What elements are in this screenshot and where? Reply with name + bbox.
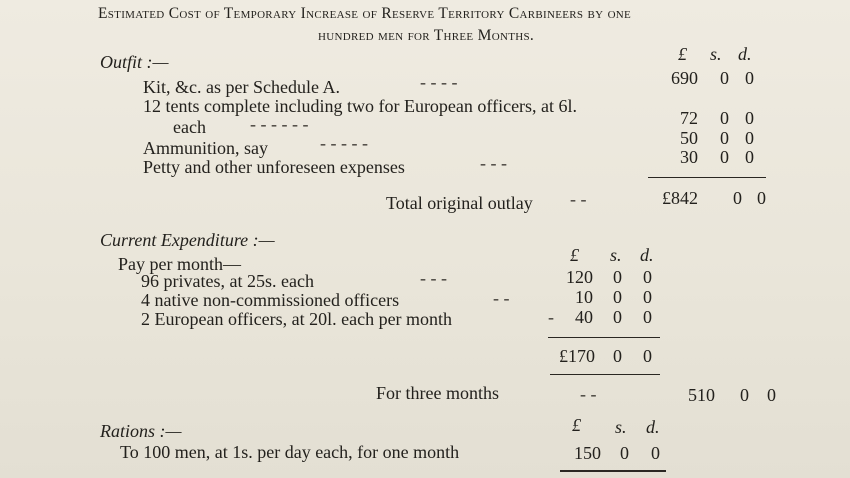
outfit-total-pence: 0 bbox=[757, 188, 766, 208]
outfit-item-kit-label: Kit, &c. as per Schedule A. bbox=[143, 77, 340, 97]
three-months-pounds: 510 bbox=[688, 385, 715, 405]
outfit-heading: Outfit :— bbox=[100, 52, 169, 72]
pay-item-european-label: 2 European officers, at 20l. each per month bbox=[141, 309, 453, 329]
pay-item-european-leaders: - bbox=[548, 307, 554, 327]
outfit-item-kit-shillings: 0 bbox=[720, 68, 729, 88]
outfit-item-tents-pounds: 72 bbox=[680, 108, 698, 128]
pay-item-privates-leaders: - - - bbox=[420, 268, 447, 288]
pay-item-privates-pounds: 120 bbox=[566, 267, 593, 287]
outfit-total-shillings: 0 bbox=[733, 188, 742, 208]
outfit-item-petty-leaders: - - - bbox=[480, 153, 507, 173]
outfit-item-tents-label: 12 tents complete including two for European officers, at 6l. bbox=[143, 96, 578, 116]
outfit-total-leaders: - - bbox=[570, 189, 587, 209]
outfit-item-tents-shillings: 0 bbox=[720, 108, 729, 128]
outfit-item-ammunition-pence: 0 bbox=[745, 128, 754, 148]
rations-item-pence: 0 bbox=[651, 443, 660, 463]
outfit-item-petty-shillings: 0 bbox=[720, 147, 729, 167]
pay-sum-rule bbox=[548, 337, 660, 338]
pay-item-european-pounds: 40 bbox=[575, 307, 593, 327]
document-title-line-2: hundred men for Three Months. bbox=[318, 27, 535, 44]
rations-header-pounds: £ bbox=[572, 415, 581, 435]
pay-item-native-label: 4 native non-commissioned officers bbox=[141, 290, 400, 310]
outfit-item-kit-leaders: - - - - bbox=[420, 72, 458, 92]
header-shillings: s. bbox=[710, 44, 722, 64]
outfit-item-petty-pounds: 30 bbox=[680, 147, 698, 167]
rations-item-pounds: 150 bbox=[574, 443, 601, 463]
pay-item-privates-pence: 0 bbox=[643, 267, 652, 287]
outfit-item-petty-label: Petty and other unforeseen expenses bbox=[143, 157, 405, 177]
pay-item-european-shillings: 0 bbox=[613, 307, 622, 327]
current-header-shillings: s. bbox=[610, 245, 622, 265]
pay-per-month-heading: Pay per month— bbox=[118, 254, 241, 274]
outfit-item-tents-pence: 0 bbox=[745, 108, 754, 128]
header-pounds: £ bbox=[678, 44, 687, 64]
three-months-shillings: 0 bbox=[740, 385, 749, 405]
outfit-item-ammunition-label: Ammunition, say bbox=[143, 138, 268, 158]
pay-subtotal-shillings: 0 bbox=[613, 346, 622, 366]
pay-item-native-shillings: 0 bbox=[613, 287, 622, 307]
outfit-total-pounds: £842 bbox=[662, 188, 698, 208]
outfit-item-kit-pence: 0 bbox=[745, 68, 754, 88]
document-title-line-1: Estimated Cost of Temporary Increase of Reserve Territory Carbineers by one bbox=[98, 5, 632, 22]
rations-heading: Rations :— bbox=[100, 421, 182, 441]
outfit-item-each-label: each bbox=[173, 117, 206, 137]
outfit-item-ammunition-shillings: 0 bbox=[720, 128, 729, 148]
rations-item-label: To 100 men, at 1s. per day each, for one month bbox=[120, 442, 460, 462]
pay-subtotal-pounds: £170 bbox=[559, 346, 595, 366]
current-header-pounds: £ bbox=[570, 245, 579, 265]
header-pence: d. bbox=[738, 44, 752, 64]
three-months-pence: 0 bbox=[767, 385, 776, 405]
outfit-item-petty-pence: 0 bbox=[745, 147, 754, 167]
rations-sum-rule bbox=[560, 470, 666, 472]
current-header-pence: d. bbox=[640, 245, 654, 265]
pay-subtotal-pence: 0 bbox=[643, 346, 652, 366]
outfit-item-each-leaders: - - - - - - bbox=[250, 114, 309, 134]
outfit-item-kit-pounds: 690 bbox=[671, 68, 698, 88]
outfit-total-label: Total original outlay bbox=[386, 193, 533, 213]
pay-item-privates-shillings: 0 bbox=[613, 267, 622, 287]
current-expenditure-heading: Current Expenditure :— bbox=[100, 230, 275, 250]
pay-item-native-pence: 0 bbox=[643, 287, 652, 307]
pay-subtotal-rule bbox=[550, 374, 660, 375]
pay-item-privates-label: 96 privates, at 25s. each bbox=[141, 271, 314, 291]
rations-header-shillings: s. bbox=[615, 417, 627, 437]
three-months-leaders: - - bbox=[580, 384, 597, 404]
pay-item-native-leaders: - - bbox=[493, 288, 510, 308]
outfit-item-ammunition-pounds: 50 bbox=[680, 128, 698, 148]
three-months-label: For three months bbox=[376, 383, 499, 403]
outfit-item-ammunition-leaders: - - - - - bbox=[320, 133, 368, 153]
outfit-sum-rule bbox=[648, 177, 766, 178]
rations-item-shillings: 0 bbox=[620, 443, 629, 463]
rations-header-pence: d. bbox=[646, 417, 660, 437]
pay-item-european-pence: 0 bbox=[643, 307, 652, 327]
pay-item-native-pounds: 10 bbox=[575, 287, 593, 307]
